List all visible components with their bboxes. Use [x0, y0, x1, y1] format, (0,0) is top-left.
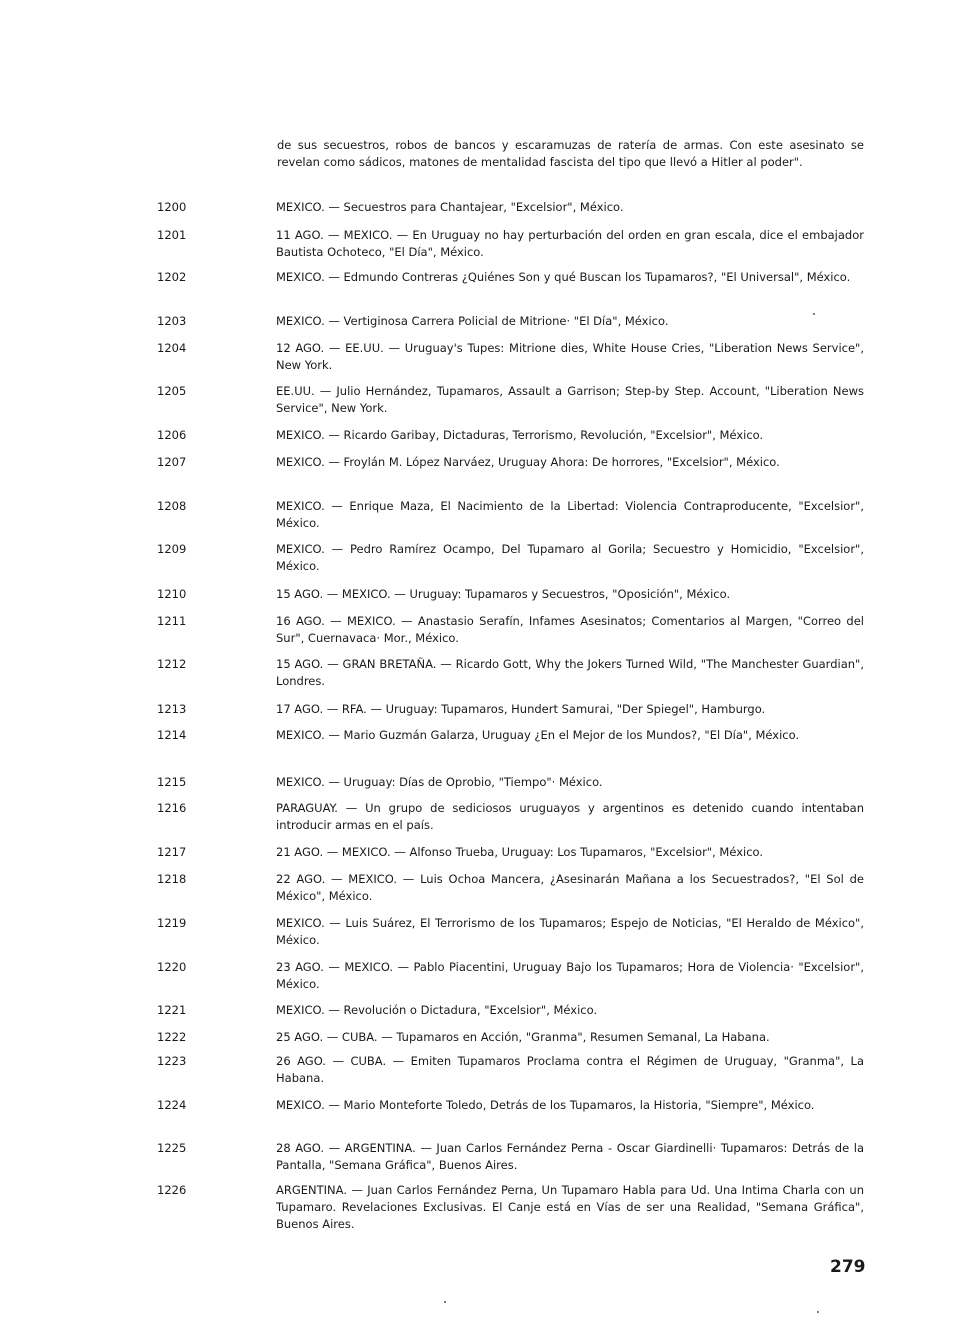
entry-number: 1207 — [157, 455, 187, 469]
entry-number: 1214 — [157, 728, 187, 742]
entry-text: 11 AGO. — MEXICO. — En Uruguay no hay perturbación del orden en gran escala, dice el embajador Bautista Ochoteco, "El Día", México. — [276, 228, 864, 259]
entry-number: 1217 — [157, 845, 187, 859]
page-number: 279 — [830, 1257, 866, 1277]
entry-number: 1223 — [157, 1054, 187, 1068]
entry-text: ARGENTINA. — Juan Carlos Fernández Perna, Un Tupamaro Habla para Ud. Una Intima Charla con un Tupamaro. Revelaciones Exclusivas. El Canje está en Vías de ser una Realidad, "Semana Gráfica", Buenos Aires. — [276, 1183, 864, 1231]
entry-number: 1212 — [157, 657, 187, 671]
entry-number: 1222 — [157, 1030, 187, 1044]
entry-text: MEXICO. — Mario Monteforte Toledo, Detrás de los Tupamaros, la Historia, "Siempre", México. — [276, 1098, 815, 1112]
entry-text: PARAGUAY. — Un grupo de sediciosos uruguayos y argentinos es detenido cuando intentaban introducir armas en el país. — [276, 801, 864, 832]
entry-number: 1206 — [157, 428, 187, 442]
entry-text: 21 AGO. — MEXICO. — Alfonso Trueba, Uruguay: Los Tupamaros, "Excelsior", México. — [276, 845, 764, 859]
entry-text: 26 AGO. — CUBA. — Emiten Tupamaros Proclama contra el Régimen de Uruguay, "Granma", La Habana. — [276, 1054, 864, 1085]
entry-number: 1211 — [157, 614, 187, 628]
entry-number: 1204 — [157, 341, 187, 355]
entry-text: 22 AGO. — MEXICO. — Luis Ochoa Mancera, ¿Asesinarán Mañana a los Secuestrados?, "El Sol de México", México. — [276, 872, 864, 903]
entry-text: MEXICO. — Pedro Ramírez Ocampo, Del Tupamaro al Gorila; Secuestro y Homicidio, "Excelsior", México. — [276, 542, 864, 573]
entry-text: MEXICO. — Edmundo Contreras ¿Quiénes Son y qué Buscan los Tupamaros?, "El Universal", México. — [276, 270, 851, 284]
entry-number: 1220 — [157, 960, 187, 974]
scan-speck — [444, 1301, 446, 1303]
entry-text: 15 AGO. — GRAN BRETAÑA. — Ricardo Gott, Why the Jokers Turned Wild, "The Manchester Guardian", Londres. — [276, 657, 864, 688]
entry-text: MEXICO. — Uruguay: Días de Oprobio, "Tiempo"· México. — [276, 775, 603, 789]
entry-text: 25 AGO. — CUBA. — Tupamaros en Acción, "Granma", Resumen Semanal, La Habana. — [276, 1030, 770, 1044]
scan-speck — [813, 313, 815, 315]
entry-number: 1226 — [157, 1183, 187, 1197]
entry-text: MEXICO. — Luis Suárez, El Terrorismo de los Tupamaros; Espejo de Noticias, "El Heraldo de México", México. — [276, 916, 864, 947]
entry-text: MEXICO. — Enrique Maza, El Nacimiento de la Libertad: Violencia Contraproducente, "Excelsior", México. — [276, 499, 864, 530]
entry-number: 1224 — [157, 1098, 187, 1112]
entry-number: 1205 — [157, 384, 187, 398]
entry-number: 1215 — [157, 775, 187, 789]
entry-text: EE.UU. — Julio Hernández, Tupamaros, Assault a Garrison; Step-by Step. Account, "Liberation News Service", New York. — [276, 384, 864, 415]
entry-text: 28 AGO. — ARGENTINA. — Juan Carlos Fernández Perna - Oscar Giardinelli· Tupamaros: Detrás de la Pantalla, "Semana Gráfica", Buenos Aires. — [276, 1141, 864, 1172]
entry-text: MEXICO. — Secuestros para Chantajear, "Excelsior", México. — [276, 200, 624, 214]
intro-paragraph: de sus secuestros, robos de bancos y escaramuzas de ratería de armas. Con este asesinato se revelan como sádicos, matones de mentalidad fascista del tipo que llevó a Hitler al poder". — [277, 138, 864, 169]
entry-text: 15 AGO. — MEXICO. — Uruguay: Tupamaros y Secuestros, "Oposición", México. — [276, 587, 731, 601]
entry-number: 1209 — [157, 542, 187, 556]
entry-text: MEXICO. — Mario Guzmán Galarza, Uruguay ¿En el Mejor de los Mundos?, "El Día", México. — [276, 728, 800, 742]
entry-number: 1201 — [157, 228, 187, 242]
entry-number: 1218 — [157, 872, 187, 886]
entry-number: 1202 — [157, 270, 187, 284]
entry-number: 1219 — [157, 916, 187, 930]
entry-text: 16 AGO. — MEXICO. — Anastasio Serafín, Infames Asesinatos; Comentarios al Margen, "Correo del Sur", Cuernavaca· Mor., México. — [276, 614, 864, 645]
entry-text: 17 AGO. — RFA. — Uruguay: Tupamaros, Hundert Samurai, "Der Spiegel", Hamburgo. — [276, 702, 766, 716]
entry-number: 1221 — [157, 1003, 187, 1017]
entry-number: 1203 — [157, 314, 187, 328]
entry-text: MEXICO. — Ricardo Garibay, Dictaduras, Terrorismo, Revolución, "Excelsior", México. — [276, 428, 764, 442]
entry-text: MEXICO. — Revolución o Dictadura, "Excelsior", México. — [276, 1003, 598, 1017]
entry-number: 1225 — [157, 1141, 187, 1155]
entry-number: 1200 — [157, 200, 187, 214]
entry-number: 1216 — [157, 801, 187, 815]
entry-text: 23 AGO. — MEXICO. — Pablo Piacentini, Uruguay Bajo los Tupamaros; Hora de Violencia· "Excelsior", México. — [276, 960, 864, 991]
scan-speck — [817, 1311, 819, 1313]
entry-number: 1210 — [157, 587, 187, 601]
entry-number: 1208 — [157, 499, 187, 513]
entry-text: MEXICO. — Vertiginosa Carrera Policial de Mitrione· "El Día", México. — [276, 314, 669, 328]
entry-text: MEXICO. — Froylán M. López Narváez, Uruguay Ahora: De horrores, "Excelsior", México. — [276, 455, 780, 469]
entry-number: 1213 — [157, 702, 187, 716]
entry-text: 12 AGO. — EE.UU. — Uruguay's Tupes: Mitrione dies, White House Cries, "Liberation News Service", New York. — [276, 341, 864, 372]
